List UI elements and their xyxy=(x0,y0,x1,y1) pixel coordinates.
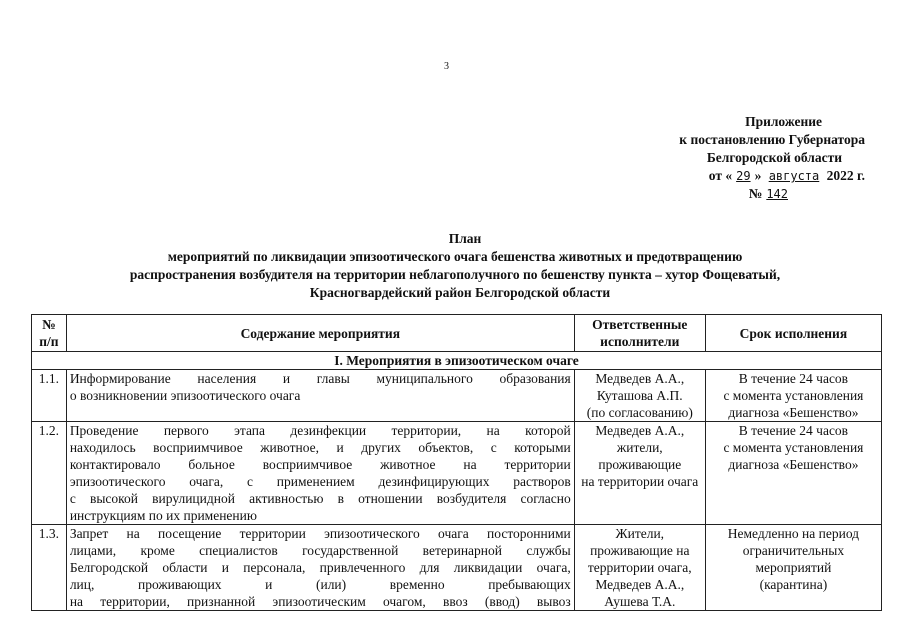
table-row xyxy=(32,525,882,611)
content-line: инструкциям по их применению xyxy=(69,508,257,523)
content-line: о возникновении эпизоотического очага xyxy=(69,388,301,403)
title-line-1: План xyxy=(448,231,482,246)
section-title: I. Мероприятия в эпизоотическом очаге xyxy=(32,352,882,370)
executor-line: проживающие на xyxy=(590,543,690,558)
row-content xyxy=(66,370,574,422)
content-line: на территории, признанной эпизоотическим очагом, ввоз (ввод) вывоз xyxy=(69,594,571,609)
term-line: (карантина) xyxy=(759,577,828,592)
number-prefix: № xyxy=(748,186,763,201)
title-line-3: распространения возбудителя на территории неблагополучного по бешенству пункта – хутор Фощеватый, xyxy=(129,267,781,282)
table-header-row xyxy=(32,315,882,352)
content-line: находилось восприимчивое животное, и других объектов, с которыми xyxy=(69,440,571,455)
term-line: ограничительных xyxy=(742,543,845,558)
executor-line: Медведев А.А., xyxy=(595,423,685,438)
row-number: 1.3. xyxy=(32,525,67,611)
row-executors xyxy=(574,370,705,422)
row-term xyxy=(705,370,881,422)
appendix-decree: к постановлению Губернатора xyxy=(679,132,865,147)
row-number: 1.1. xyxy=(32,370,67,422)
term-line: В течение 24 часов xyxy=(738,371,849,386)
executor-line: проживающие xyxy=(598,457,682,472)
appendix-date xyxy=(640,167,880,185)
executor-line: (по согласованию) xyxy=(586,405,693,420)
content-line: Запрет на посещение территории эпизоотического очага посторонними xyxy=(69,526,571,541)
content-line: контактировало больное восприимчивое животное на территории xyxy=(69,457,571,472)
content-line: лицами, кроме специалистов государственной ветеринарной службы xyxy=(69,543,571,558)
header-content: Содержание мероприятия xyxy=(66,315,574,352)
executor-line: Медведев А.А., xyxy=(595,577,685,592)
appendix-region: Белгородской области xyxy=(706,150,842,165)
title-line-4: Красногвардейский район Белгородской области xyxy=(309,285,611,300)
content-line: Проведение первого этапа дезинфекции территории, на которой xyxy=(69,423,571,438)
date-mid: » xyxy=(754,168,762,183)
title-line-2: мероприятий по ликвидации эпизоотического очага бешенства животных и предотвращению xyxy=(167,249,743,264)
term-line: с момента установления xyxy=(723,388,864,403)
date-day: 29 xyxy=(736,169,751,183)
executor-line: Жители, xyxy=(615,526,665,541)
section-row xyxy=(32,352,882,370)
term-line: диагноза «Бешенство» xyxy=(728,457,859,472)
content-line: лиц, проживающих и (или) временно пребывающих xyxy=(69,577,571,592)
executor-line: на территории очага xyxy=(581,474,699,489)
appendix-number xyxy=(640,185,880,203)
term-line: мероприятий xyxy=(755,560,832,575)
row-number: 1.2. xyxy=(32,422,67,525)
header-term: Срок исполнения xyxy=(705,315,881,352)
executor-line: территории очага, xyxy=(587,560,692,575)
appendix-title: Приложение xyxy=(745,114,822,129)
row-executors xyxy=(574,525,705,611)
row-term xyxy=(705,525,881,611)
header-executors: Ответственные исполнители xyxy=(574,315,705,352)
date-year: 2022 г. xyxy=(826,168,865,183)
content-line: Белгородской области и персонала, привлеченного для ликвидации очага, xyxy=(69,560,571,575)
content-line: Информирование населения и главы муниципального образования xyxy=(69,371,571,386)
content-line: с высокой вирулицидной активностью в отношении возбудителя согласно xyxy=(69,491,571,506)
table-row xyxy=(32,422,882,525)
executor-line: Куташова А.П. xyxy=(596,388,683,403)
row-content xyxy=(66,422,574,525)
date-prefix: от « xyxy=(708,168,733,183)
plan-table xyxy=(31,314,882,611)
row-executors xyxy=(574,422,705,525)
term-line: В течение 24 часов xyxy=(738,423,849,438)
table-row xyxy=(32,370,882,422)
executor-line: Аушева Т.А. xyxy=(604,594,676,609)
executor-line: жители, xyxy=(616,440,663,455)
term-line: Немедленно на период xyxy=(727,526,860,541)
term-line: диагноза «Бешенство» xyxy=(728,405,859,420)
document-title xyxy=(40,230,870,302)
header-num: № п/п xyxy=(32,315,67,352)
row-content xyxy=(66,525,574,611)
content-line: эпизоотического очага, с применением дезинфицирующих растворов xyxy=(69,474,571,489)
date-month: августа xyxy=(768,169,820,183)
number-value: 142 xyxy=(766,187,788,201)
row-term xyxy=(705,422,881,525)
page-number: 3 xyxy=(444,61,449,72)
term-line: с момента установления xyxy=(723,440,864,455)
executor-line: Медведев А.А., xyxy=(595,371,685,386)
appendix-block xyxy=(640,113,880,203)
